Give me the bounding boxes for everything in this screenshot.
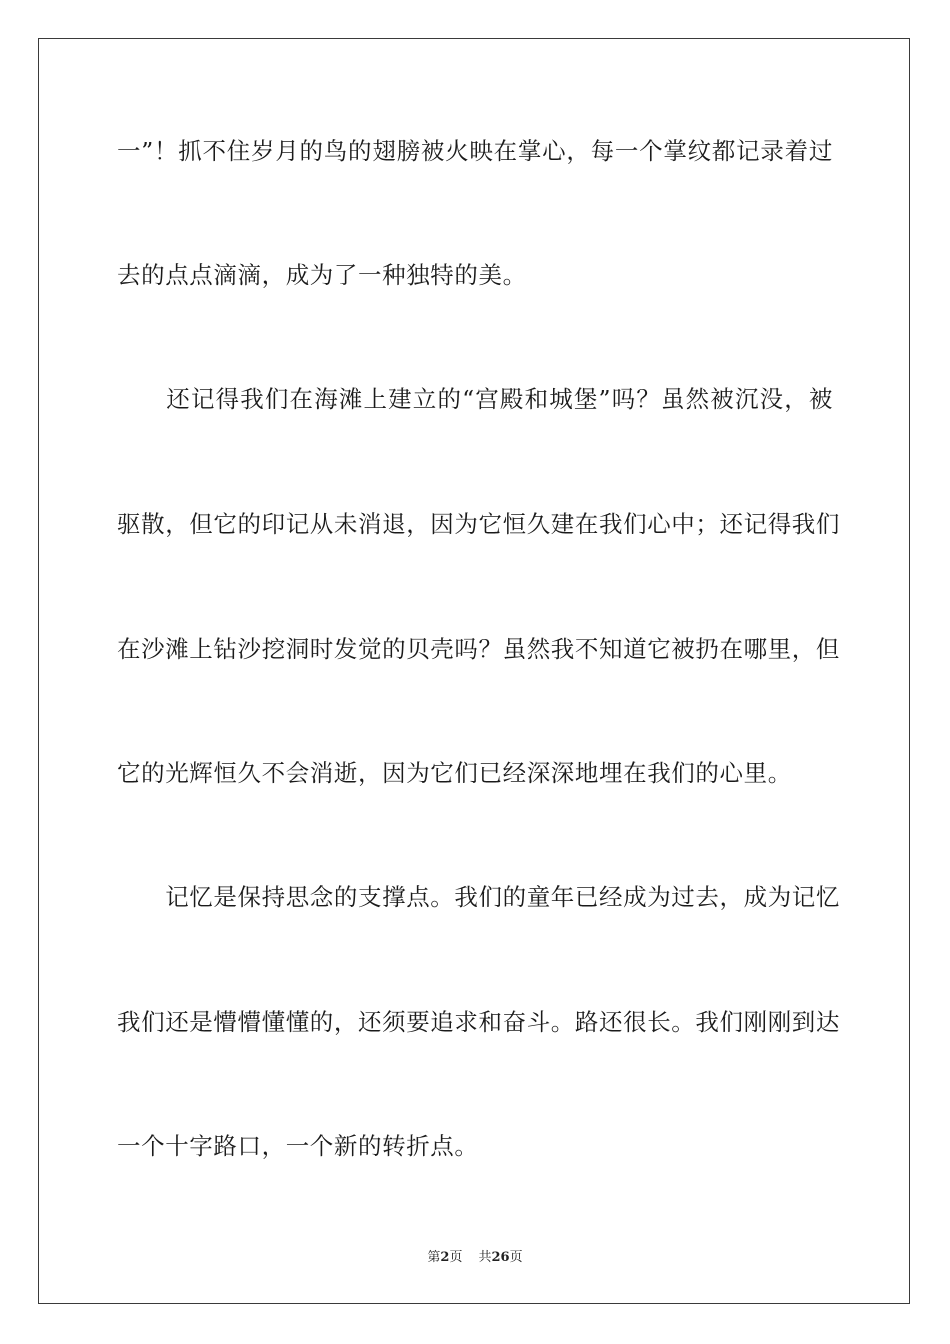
total-pages: 26 [491, 1250, 510, 1265]
text-line: 一个十字路口，一个新的转折点。 [117, 1132, 479, 1160]
page-number: 2 [440, 1250, 450, 1265]
text-line: 它的光辉恒久不会消逝，因为它们已经深深地埋在我们的心里。 [117, 759, 792, 787]
page-suffix: 页 [449, 1250, 463, 1265]
text-line: 一”！抓不住岁月的鸟的翅膀被火映在掌心，每一个掌纹都记录着过 [117, 137, 833, 165]
page-footer [0, 1246, 950, 1265]
text-line: 驱散，但它的印记从未消退，因为它恒久建在我们心中；还记得我们 [117, 510, 840, 538]
text-line: 去的点点滴滴，成为了一种独特的美。 [117, 261, 527, 289]
text-line: 记忆是保持思念的支撑点。我们的童年已经成为过去，成为记忆 [117, 883, 840, 911]
text-line: 在沙滩上钻沙挖洞时发觉的贝壳吗？虽然我不知道它被扔在哪里，但 [117, 635, 840, 663]
text-line: 我们还是懵懵懂懂的，还须要追求和奋斗。路还很长。我们刚刚到达 [117, 1008, 840, 1036]
text-line: 还记得我们在海滩上建立的“宫殿和城堡”吗？虽然被沉没，被 [117, 385, 833, 413]
page-prefix: 第 [427, 1250, 441, 1265]
total-prefix: 共 [478, 1250, 492, 1265]
total-suffix: 页 [509, 1250, 523, 1265]
page-border [38, 38, 910, 1304]
